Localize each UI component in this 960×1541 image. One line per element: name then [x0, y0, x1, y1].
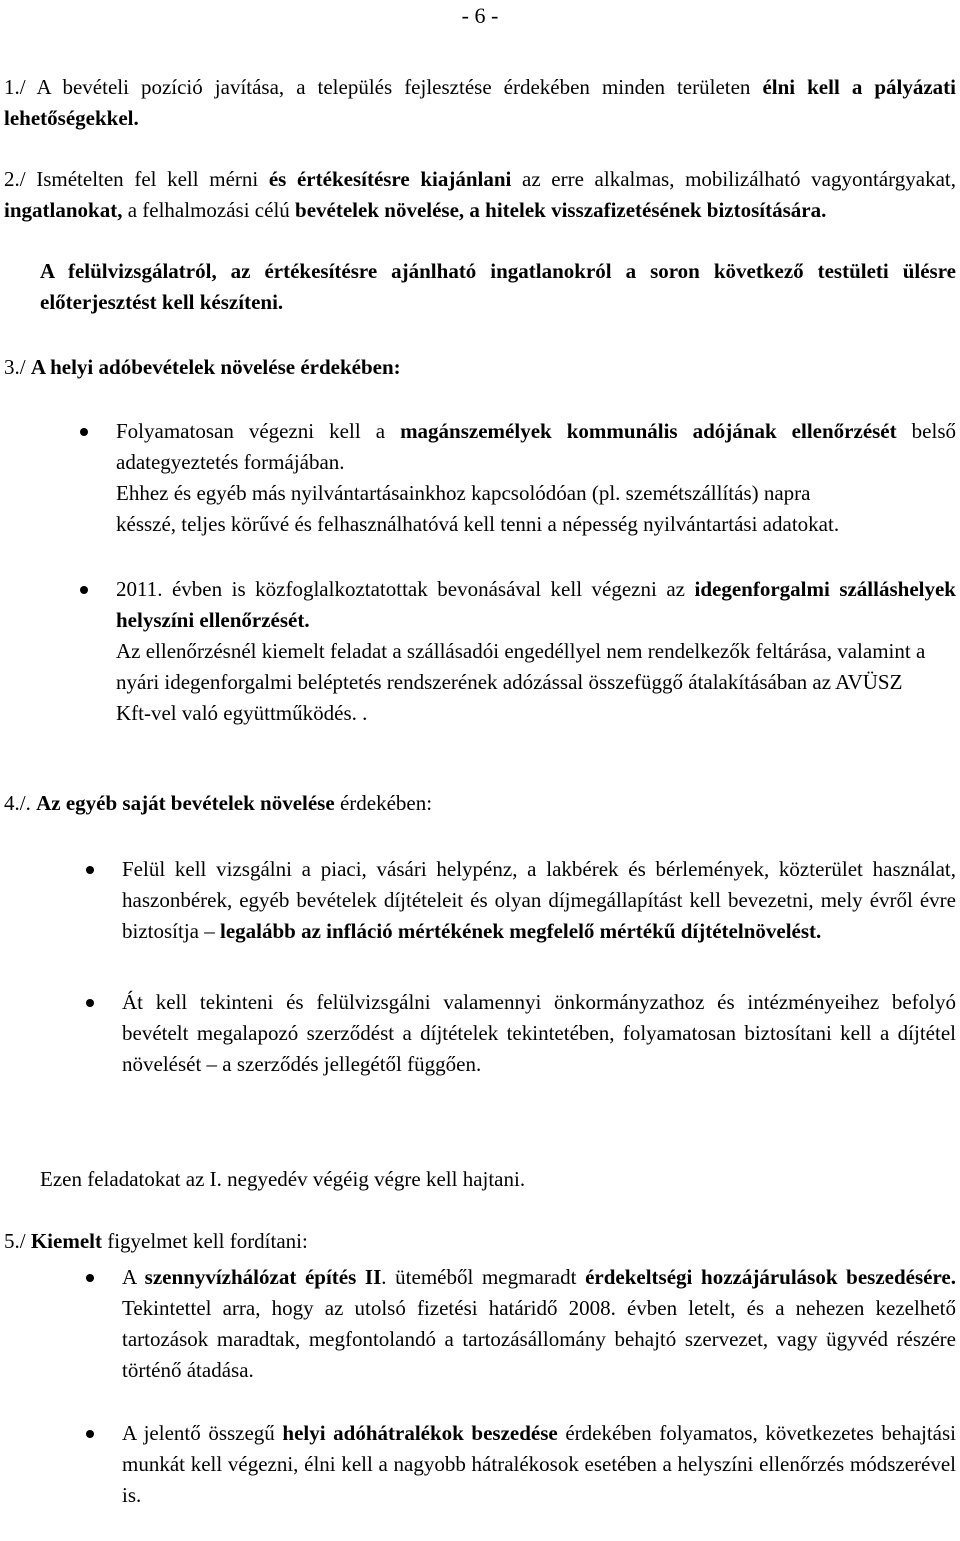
section-2-text-a: 2./ Ismételten fel kell mérni [4, 167, 269, 191]
item-bold: magánszemélyek kommunális adójának ellenőrzését [400, 419, 897, 443]
item-bold: szennyvízhálózat építés II [144, 1265, 382, 1289]
section-4-item-1 [122, 854, 956, 947]
section-4-number: 4./. [4, 791, 37, 815]
item-text: Tekintettel arra, hogy az utolsó fizetési határidő 2008. évben letelt, és a nehezen kezelhető tartozások maradtak, megfontolandó a tartozásállomány behajtó szervezet, vagy ügyvéd részére történő átadása. [122, 1296, 956, 1382]
item-text: érdekében folyamatos, következetes behajtási munkát kell végezni, élni kell a nagyobb hátralékosok esetében a helyszíni ellenőrzés módszerével is. [122, 1421, 957, 1507]
section-4-item-2: Át kell tekinteni és felülvizsgálni valamennyi önkormányzathoz és intézményeihez befolyó bevételt megalapozó szerződést a díjtételek tekintetében, folyamatosan biztosítani kell a díjtétel növelését – a szerződés jellegétől függően. [122, 990, 956, 1076]
list-item [116, 574, 956, 729]
item-text: A [122, 1265, 145, 1289]
section-2-note [40, 256, 956, 318]
section-4-closing: Ezen feladatokat az I. negyedév végéig végre kell hajtani. [40, 1167, 526, 1191]
section-3-item-2-note: Az ellenőrzésnél kiemelt feladat a szállásadói engedéllyel nem rendelkezők feltárása, valamint a nyári idegenforgalmi beléptetés rendszerének adózással összefüggő átalakításában az AVÜSZ Kft-vel való együttműködés. . [116, 639, 926, 725]
section-4-heading [4, 788, 956, 819]
list-item [116, 416, 956, 540]
section-2-bold-f: bevételek növelése, a hitelek visszafizetésének biztosítására. [295, 198, 827, 222]
section-5-heading [4, 1226, 956, 1257]
item-text: belső adategyeztetés formájában. [116, 419, 956, 474]
section-5-item-2 [122, 1418, 956, 1511]
section-3-item-1 [116, 416, 956, 478]
section-4-list [122, 854, 956, 1080]
section-2-text-c: az erre alkalmas, mobilizálható vagyontárgyakat, [511, 167, 956, 191]
item-text: A jelentő összegű [122, 1421, 283, 1445]
item-bold: érdekeltségi hozzájárulások beszedésére. [585, 1265, 956, 1289]
bullet-icon [80, 428, 88, 436]
bullet-icon [80, 586, 88, 594]
section-5-title-rest: figyelmet kell fordítani: [101, 1229, 308, 1253]
item-text: . üteméből megmaradt [381, 1265, 586, 1289]
section-2-paragraph [4, 164, 956, 226]
section-1-paragraph [4, 72, 956, 134]
item-text: Folyamatosan végezni kell a [116, 419, 401, 443]
item-bold: helyi adóhátralékok beszedése [282, 1421, 558, 1445]
section-2-note-text: A felülvizsgálatról, az értékesítésre ajánlható ingatlanokról a soron következő testületi ülésre előterjesztést kell készíteni. [40, 259, 956, 314]
section-3-title: A helyi adóbevételek növelése érdekében: [30, 355, 401, 379]
section-5-title: Kiemelt [30, 1229, 102, 1253]
item-bold: legalább az infláció mértékének megfelelő mértékű díjtételnövelést. [220, 919, 822, 943]
section-2-bold-d: ingatlanokat, [4, 198, 123, 222]
section-2-bold-b: és értékesítésre kiajánlani [268, 167, 512, 191]
section-1-bold: élni kell a pályázati lehetőségekkel. [4, 75, 956, 130]
list-item [122, 1262, 956, 1386]
section-5-list [122, 1262, 956, 1511]
page-number: - 6 - [461, 3, 499, 28]
bullet-icon [86, 1274, 94, 1282]
section-2-text-e: a felhalmozási célú [122, 198, 296, 222]
bullet-icon [86, 866, 94, 874]
bullet-icon [86, 1430, 94, 1438]
bullet-icon [86, 999, 94, 1007]
section-3-list [116, 416, 956, 729]
section-3-item-2 [116, 574, 956, 636]
list-item [122, 987, 956, 1080]
section-4-title: Az egyéb saját bevételek növelése [36, 791, 335, 815]
list-item [122, 854, 956, 947]
item-text: Felül kell vizsgálni a piaci, vásári helypénz, a lakbérek és bérlemények, közterület használat, haszonbérek, egyéb bevételek díjtételeit és olyan díjmegállapítást kell bevezetni, mely évről évre biztosítja – [122, 857, 956, 943]
section-5-number: 5./ [4, 1229, 31, 1253]
section-3-item-1-note: Ehhez és egyéb más nyilvántartásainkhoz kapcsolódóan (pl. szemétszállítás) napra késszé, teljes körűvé és felhasználhatóvá kell tenni a népesség nyilvántartási adatokat. [116, 481, 840, 536]
section-3-heading [4, 352, 956, 383]
section-4-title-rest: érdekében: [334, 791, 433, 815]
section-5-item-1 [122, 1262, 956, 1386]
section-1-text: 1./ A bevételi pozíció javítása, a település fejlesztése érdekében minden területen [4, 75, 763, 99]
item-text: 2011. évben is közfoglalkoztatottak bevonásával kell végezni az [116, 577, 695, 601]
list-item [122, 1418, 956, 1511]
section-3-number: 3./ [4, 355, 31, 379]
item-bold: idegenforgalmi szálláshelyek helyszíni ellenőrzését. [116, 577, 956, 632]
